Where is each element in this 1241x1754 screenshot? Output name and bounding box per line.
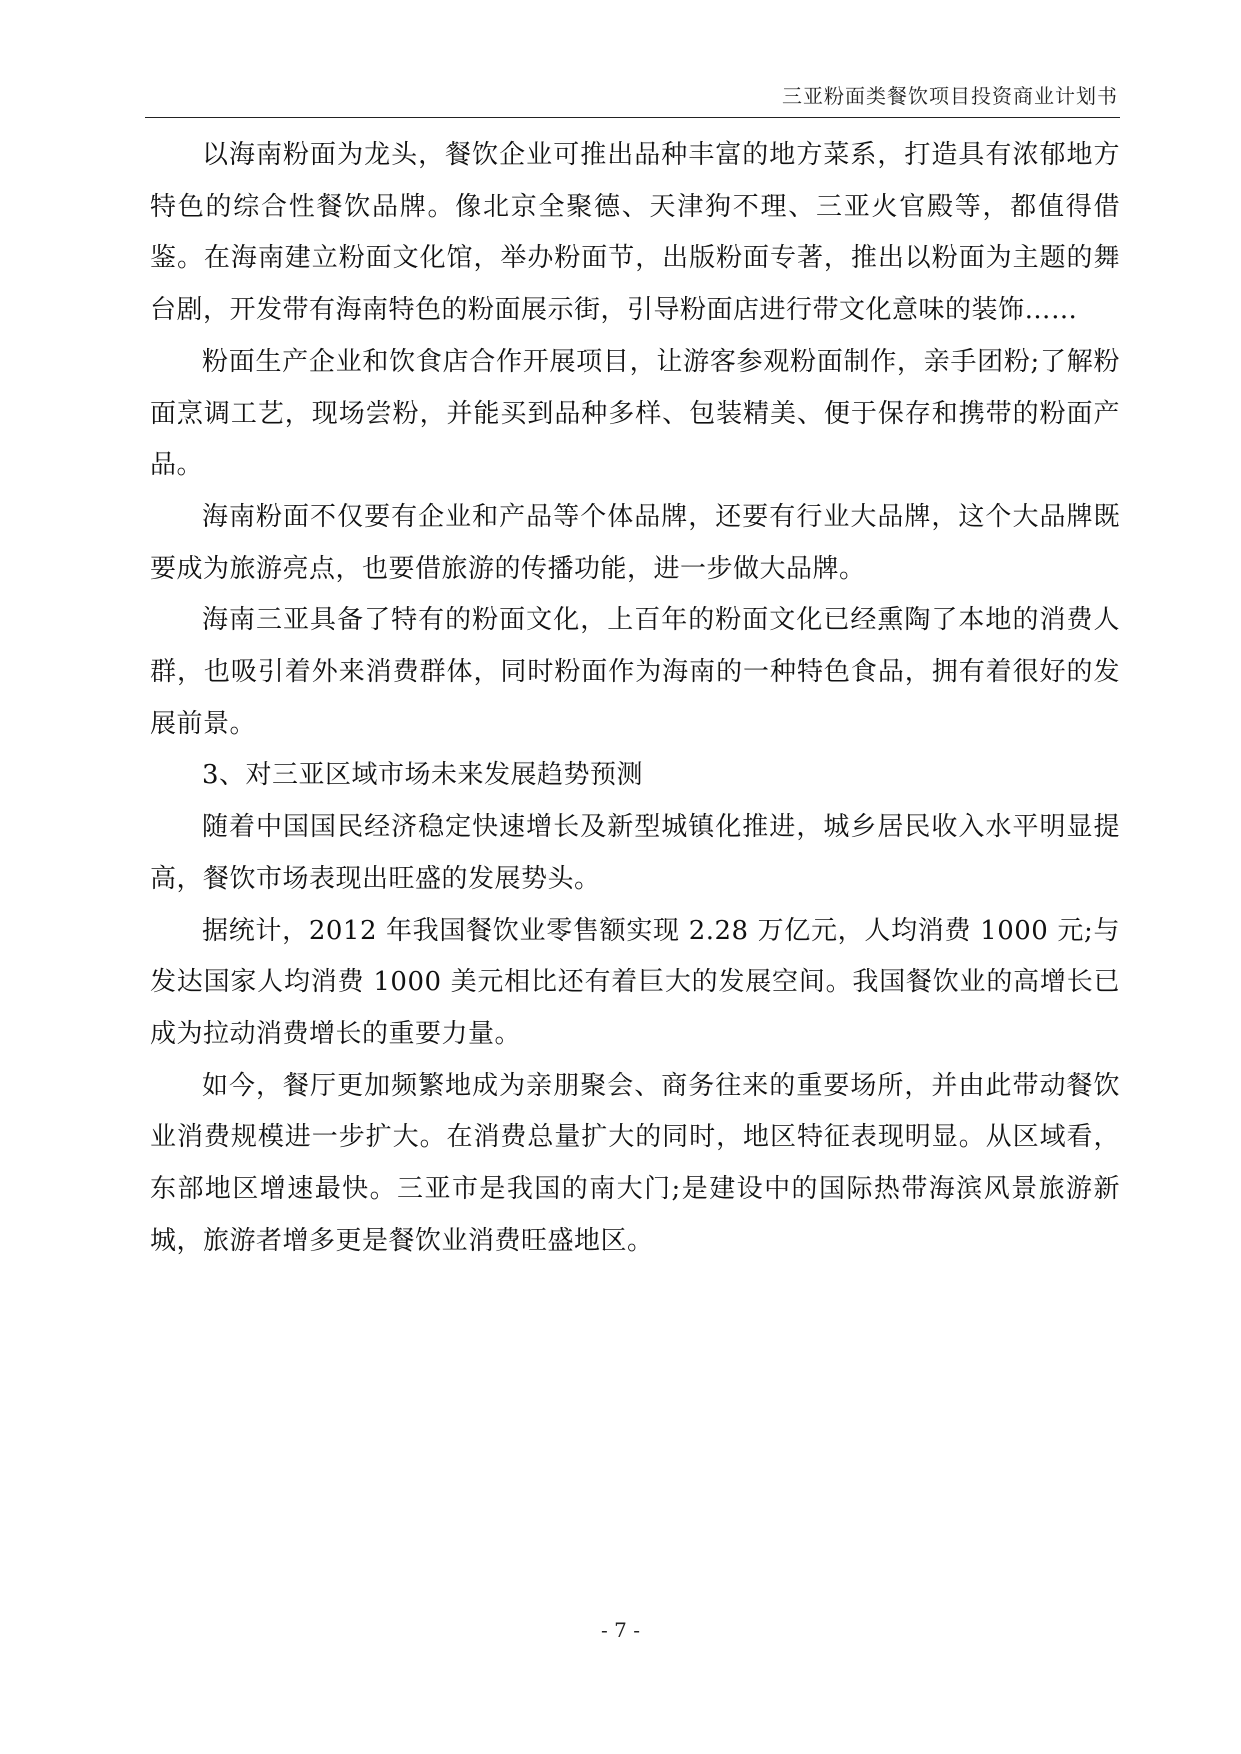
paragraph-economic-growth: 随着中国国民经济稳定快速增长及新型城镇化推进，城乡居民收入水平明显提高，餐饮市场表现出旺盛的发展势头。 [150,812,1120,894]
running-header: 三亚粉面类餐饮项目投资商业计划书 [782,84,1118,108]
paragraph-noodle-culture: 海南三亚具备了特有的粉面文化，上百年的粉面文化已经熏陶了本地的消费人群，也吸引着外来消费群体，同时粉面作为海南的一种特色食品，拥有着很好的发展前景。 [150,605,1120,739]
paragraph-regional-features: 如今，餐厅更加频繁地成为亲朋聚会、商务往来的重要场所，并由此带动餐饮业消费规模进一步扩大。在消费总量扩大的同时，地区特征表现明显。从区域看，东部地区增速最快。三亚市是我国的南大门;是建设中的国际热带海滨风景旅游新城，旅游者增多更是餐饮业消费旺盛地区。 [150,1070,1120,1256]
paragraph-hainan-noodle-brand: 以海南粉面为龙头，餐饮企业可推出品种丰富的地方菜系，打造具有浓郁地方特色的综合性餐饮品牌。像北京全聚德、天津狗不理、三亚火官殿等，都值得借鉴。在海南建立粉面文化馆，举办粉面节，出版粉面专著，推出以粉面为主题的舞台剧，开发带有海南特色的粉面展示街，引导粉面店进行带文化意味的装饰…… [150,140,1120,326]
page-number: - 7 - [601,1618,640,1642]
paragraph-statistics: 据统计，2012 年我国餐饮业零售额实现 2.28 万亿元，人均消费 1000 元;与发达国家人均消费 1000 美元相比还有着巨大的发展空间。我国餐饮业的高增长已成为拉动消费增长的重要力量。 [150,915,1120,1049]
section-heading-market-forecast: 3、对三亚区域市场未来发展趋势预测 [202,760,644,791]
header-divider [145,117,1120,118]
paragraph-production-cooperation: 粉面生产企业和饮食店合作开展项目，让游客参观粉面制作，亲手团粉;了解粉面烹调工艺，现场尝粉，并能买到品种多样、包装精美、便于保存和携带的粉面产品。 [150,346,1120,481]
paragraph-industry-brand: 海南粉面不仅要有企业和产品等个体品牌，还要有行业大品牌，这个大品牌既要成为旅游亮点，也要借旅游的传播功能，进一步做大品牌。 [150,501,1120,584]
document-body [150,130,1120,1267]
